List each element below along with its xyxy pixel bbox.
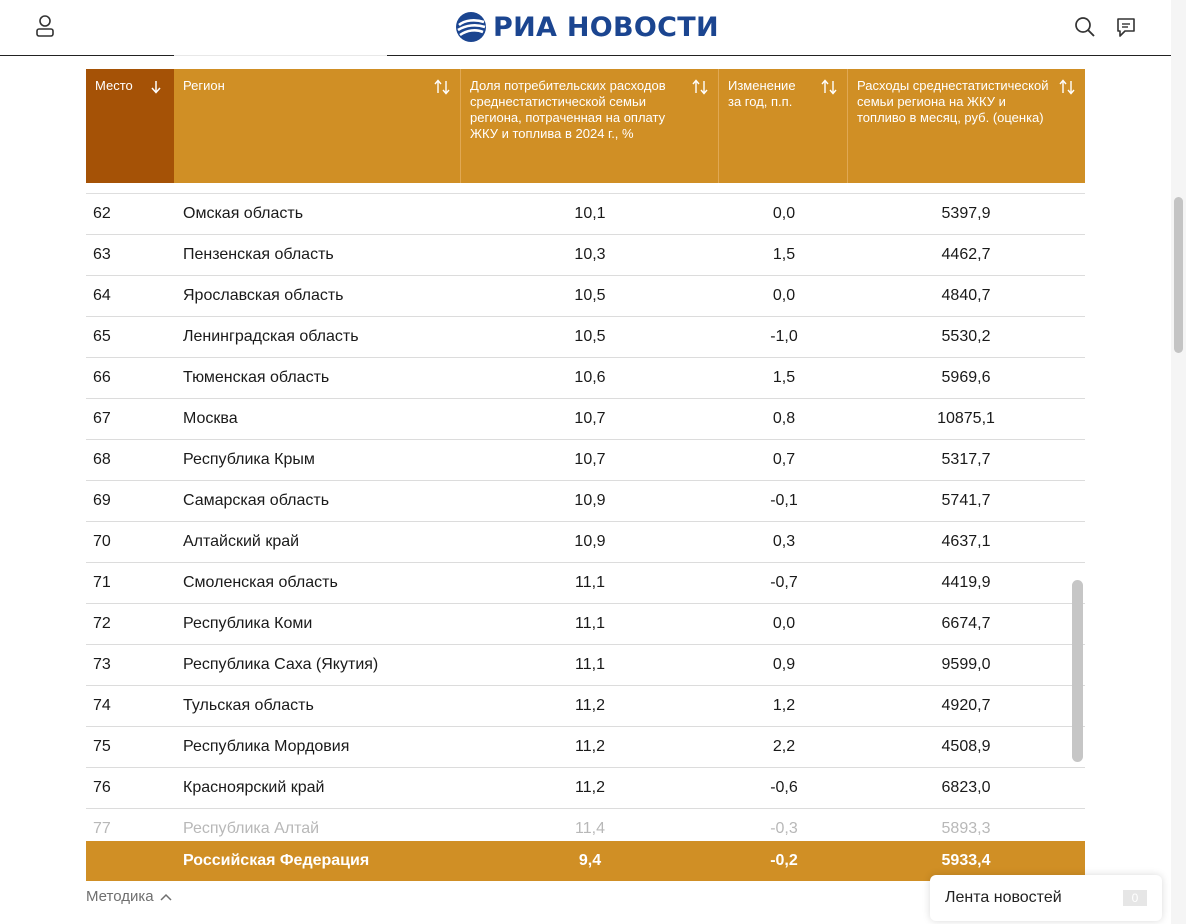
cell-change: 0,8 (772, 410, 796, 427)
cell-change: 2,2 (772, 738, 796, 755)
table-row[interactable] (86, 235, 1085, 276)
column-header-label: Доля потребительских расходов среднестатистической семьи региона, потраченная на оплату ЖКУ и топлива в 2024 г., % (470, 78, 666, 141)
cell-change: 0,3 (772, 533, 796, 550)
cell-spend: 9599,0 (941, 656, 991, 673)
table-row[interactable] (86, 768, 1085, 809)
column-header-change[interactable] (719, 69, 848, 183)
cell-spend: 4920,7 (941, 697, 991, 714)
ranking-table (86, 69, 1085, 840)
cell-change: -1,0 (770, 328, 798, 345)
cell-change: 0,0 (772, 205, 796, 222)
cell-change: 0,7 (772, 451, 796, 468)
cell-change: 1,2 (772, 697, 796, 714)
table-row[interactable] (86, 399, 1085, 440)
cell-change: -0,7 (770, 574, 798, 591)
table-row[interactable] (86, 276, 1085, 317)
table-row[interactable] (86, 686, 1085, 727)
cell-share: 10,9 (574, 533, 606, 550)
table-row[interactable] (86, 194, 1085, 235)
cell-region: Красноярский край (183, 779, 325, 796)
cell-share: 11,2 (575, 779, 605, 796)
table-row[interactable] (86, 809, 1085, 840)
cell-region: Омская область (183, 205, 304, 222)
cell-change: 1,5 (772, 369, 796, 386)
cell-region: Пензенская область (183, 246, 334, 263)
cell-share: 10,1 (574, 205, 606, 222)
cell-place: 65 (93, 328, 111, 345)
cell-change: -0,1 (770, 492, 798, 509)
cell-change: 0,0 (772, 287, 796, 304)
chat-icon[interactable] (1115, 16, 1137, 38)
cell-share: 10,5 (574, 328, 606, 345)
table-body (86, 194, 1085, 840)
cell-place: 63 (93, 246, 111, 263)
cell-spend: 5741,7 (941, 492, 991, 509)
column-header-share[interactable] (461, 69, 719, 183)
cell-region: Москва (183, 410, 238, 427)
column-header-region[interactable] (174, 69, 461, 183)
chevron-up-icon (159, 892, 173, 902)
cell-spend: 5893,3 (941, 820, 991, 837)
cell-spend: 4462,7 (941, 246, 991, 263)
total-region: Российская Федерация (183, 852, 370, 869)
cell-spend: 4419,9 (941, 574, 991, 591)
sort-arrows-icon[interactable] (1058, 79, 1076, 95)
cell-place: 76 (93, 779, 111, 796)
divider (86, 183, 1085, 194)
top-bar (0, 0, 1171, 56)
cell-spend: 6674,7 (941, 615, 991, 632)
cell-share: 11,1 (575, 574, 605, 591)
cell-share: 10,3 (574, 246, 606, 263)
cell-region: Тульская область (183, 697, 314, 714)
total-change: -0,2 (770, 852, 798, 869)
ria-logo[interactable] (455, 10, 719, 44)
cell-region: Республика Коми (183, 615, 313, 632)
news-feed-count-badge: 0 (1123, 890, 1147, 906)
cell-change: 1,5 (772, 246, 796, 263)
cell-region: Республика Мордовия (183, 738, 350, 755)
methodology-text (86, 914, 846, 924)
cell-spend: 4840,7 (941, 287, 991, 304)
table-scrollbar-thumb[interactable] (1072, 580, 1083, 762)
page-scrollbar[interactable] (1171, 0, 1186, 924)
cell-place: 74 (93, 697, 111, 714)
cell-place: 66 (93, 369, 111, 386)
table-row[interactable] (86, 440, 1085, 481)
cell-share: 10,7 (574, 410, 606, 427)
cell-spend: 5530,2 (941, 328, 991, 345)
column-header-label: Расходы среднестатистической семьи региона на ЖКУ и топливо в месяц, руб. (оценка) (857, 78, 1049, 125)
news-feed-label: Лента новостей (945, 889, 1062, 906)
cell-place: 70 (93, 533, 111, 550)
table-row[interactable] (86, 563, 1085, 604)
cell-spend: 10875,1 (937, 410, 995, 427)
cell-share: 11,1 (575, 656, 605, 673)
column-header-place[interactable] (86, 69, 174, 183)
cell-region: Самарская область (183, 492, 330, 509)
column-header-label: Регион (183, 78, 225, 93)
cell-region: Республика Саха (Якутия) (183, 656, 379, 673)
logo-text: РИА НОВОСТИ (493, 11, 719, 43)
cell-place: 72 (93, 615, 111, 632)
cell-spend: 4637,1 (941, 533, 991, 550)
cell-share: 11,2 (575, 697, 605, 714)
cell-region: Республика Алтай (183, 820, 320, 837)
column-header-spend[interactable] (848, 69, 1085, 183)
column-header-label: Место (95, 78, 133, 93)
arrow-down-icon[interactable] (147, 79, 165, 95)
cell-region: Ярославская область (183, 287, 344, 304)
table-row[interactable] (86, 481, 1085, 522)
cell-region: Смоленская область (183, 574, 338, 591)
cell-spend: 4508,9 (941, 738, 991, 755)
table-row[interactable] (86, 358, 1085, 399)
page-scrollbar-thumb[interactable] (1174, 197, 1183, 353)
ria-logo-mark-icon (455, 11, 487, 43)
cell-spend: 5317,7 (941, 451, 991, 468)
cell-change: -0,3 (770, 820, 798, 837)
sort-arrows-icon[interactable] (433, 79, 451, 95)
cell-place: 62 (93, 205, 111, 222)
methodology-label: Методика (86, 888, 154, 905)
cell-region: Республика Крым (183, 451, 315, 468)
cell-change: 0,0 (772, 615, 796, 632)
cell-place: 71 (93, 574, 111, 591)
cell-place: 68 (93, 451, 111, 468)
cell-spend: 5969,6 (941, 369, 991, 386)
cell-place: 64 (93, 287, 111, 304)
cell-share: 10,7 (574, 451, 606, 468)
cell-place: 69 (93, 492, 111, 509)
table-row[interactable] (86, 727, 1085, 768)
cell-region: Алтайский край (183, 533, 300, 550)
cell-region: Ленинградская область (183, 328, 359, 345)
cell-share: 10,9 (574, 492, 606, 509)
sort-arrows-icon[interactable] (691, 79, 709, 95)
total-spend: 5933,4 (941, 852, 991, 869)
cell-share: 11,2 (575, 738, 605, 755)
divider (174, 55, 387, 56)
news-feed-widget[interactable] (930, 875, 1162, 921)
table-row[interactable] (86, 645, 1085, 686)
user-icon[interactable] (33, 14, 57, 40)
table-header (86, 69, 1085, 183)
cell-share: 11,4 (575, 820, 605, 837)
cell-share: 11,1 (575, 615, 605, 632)
table-row[interactable] (86, 317, 1085, 358)
cell-spend: 6823,0 (941, 779, 991, 796)
methodology-toggle[interactable] (86, 888, 173, 905)
cell-place: 75 (93, 738, 111, 755)
search-icon[interactable] (1074, 16, 1096, 38)
sort-arrows-icon[interactable] (820, 79, 838, 95)
cell-place: 77 (93, 820, 111, 837)
total-share: 9,4 (578, 852, 602, 869)
cell-share: 10,5 (574, 287, 606, 304)
cell-place: 67 (93, 410, 111, 427)
cell-change: 0,9 (772, 656, 796, 673)
cell-place: 73 (93, 656, 111, 673)
cell-share: 10,6 (574, 369, 606, 386)
cell-spend: 5397,9 (941, 205, 991, 222)
table-row[interactable] (86, 604, 1085, 645)
cell-region: Тюменская область (183, 369, 330, 386)
cell-change: -0,6 (770, 779, 798, 796)
table-row[interactable] (86, 522, 1085, 563)
column-header-label: Изменение за год, п.п. (728, 78, 796, 109)
